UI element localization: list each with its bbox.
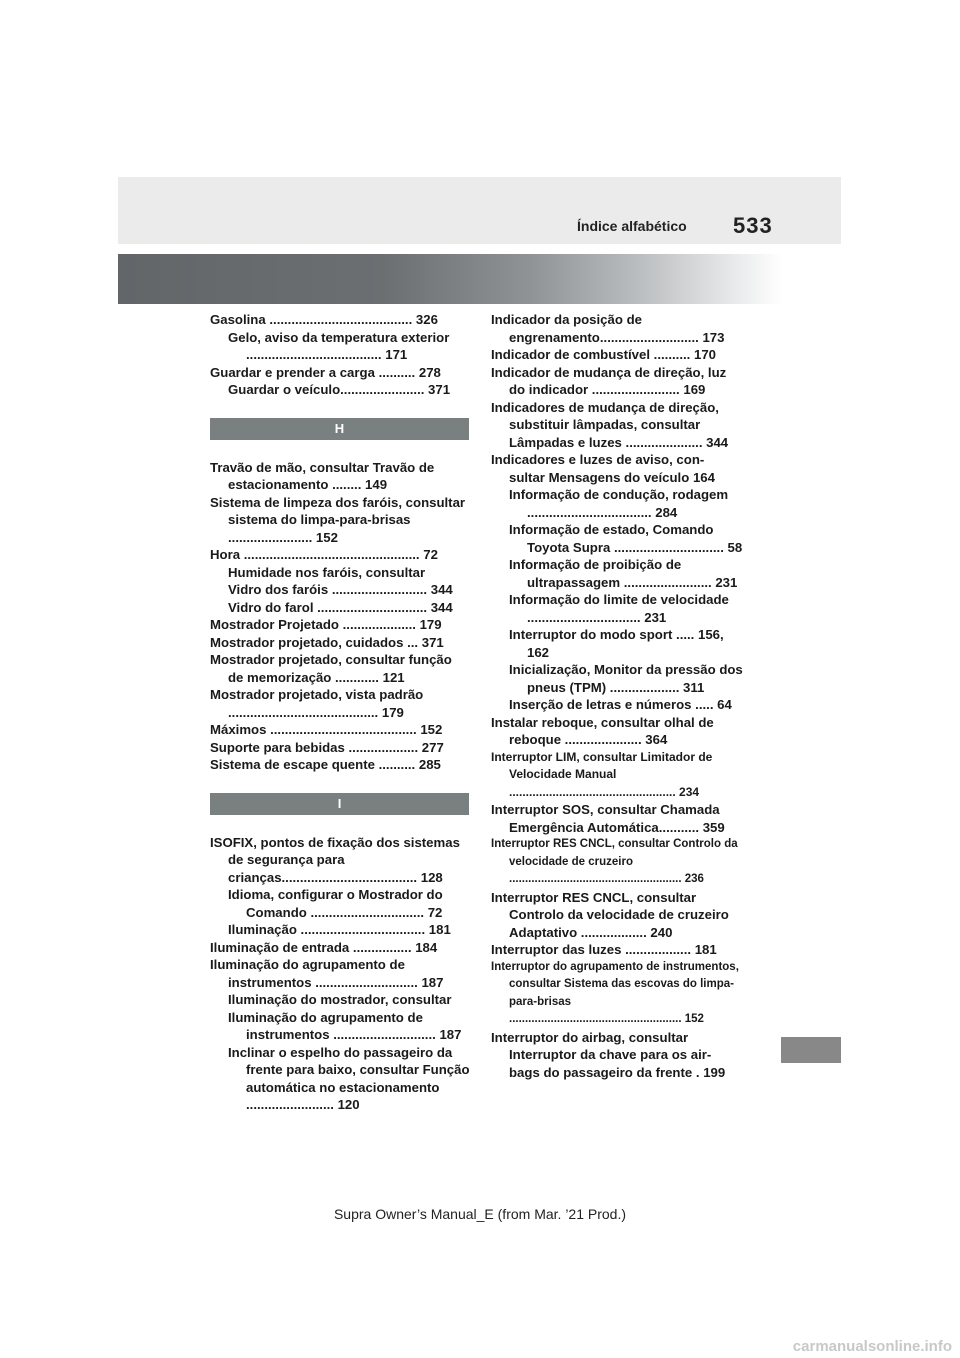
index-entry: Idioma, configurar o Mostrador do Comando ............................... 72	[228, 887, 443, 920]
index-entry: Mostrador projetado, cuidados ... 371	[210, 634, 444, 650]
index-entry: Hora ................................................ 72	[210, 547, 438, 562]
page-number: 533	[733, 213, 773, 238]
index-entry: Informação de proibição de ultrapassagem ........................ 231	[509, 557, 738, 590]
watermark: carmanualsonline.info	[792, 1338, 952, 1355]
index-entry: Interruptor do modo sport ..... 156, 162	[509, 627, 724, 660]
index-group-g	[210, 311, 470, 399]
index-entry: Indicador de combustível .......... 170	[491, 347, 716, 362]
index-entry: Sistema de limpeza dos faróis, consultar sistema do limpa-para-brisas ....................... 152	[210, 494, 466, 545]
index-entry: Guardar o veículo....................... 371	[228, 382, 451, 397]
index-column-left	[210, 311, 470, 1114]
section-letter-h: H	[210, 418, 469, 440]
index-group-h	[210, 459, 470, 774]
index-entry: Interruptor RES CNCL, consultar Controlo da velocidade de cruzeiro Adaptativo .................. 240	[491, 889, 729, 940]
index-entry: Vidro do farol .............................. 344	[228, 599, 453, 615]
index-entry: Sistema de escape quente .......... 285	[210, 757, 441, 772]
index-entry: Interruptor SOS, consultar Chamada Emergência Automática........... 359	[491, 802, 725, 835]
section-letter-i: I	[210, 793, 469, 815]
index-column-right	[491, 311, 743, 1081]
index-entry: Informação do limite de velocidade ............................... 231	[509, 592, 729, 625]
index-entry: Inserção de letras e números ..... 64	[509, 697, 732, 712]
index-entry: Guardar e prender a carga .......... 278	[210, 364, 441, 380]
index-entry: Indicadores de mudança de direção, substituir lâmpadas, consultar Lâmpadas e luzes ..................... 344	[491, 399, 729, 450]
index-entry: Informação de condução, rodagem .................................. 284	[509, 487, 729, 520]
index-entry: Iluminação do agrupamento de instrumentos ............................ 187	[228, 1009, 462, 1042]
index-entry: Instalar reboque, consultar olhal de reboque ..................... 364	[491, 714, 714, 747]
index-entry: Interruptor das luzes .................. 181	[491, 942, 717, 957]
index-entry: Interruptor do agrupamento de instrumentos, consultar Sistema das escovas do limpa-para-brisas ...................................................... 152	[491, 960, 739, 1025]
index-group-i	[210, 834, 470, 1114]
chapter-thumb-tab	[781, 1037, 841, 1063]
index-entry: Iluminação de entrada ................ 184	[210, 939, 438, 955]
index-entry: Máximos ........................................ 152	[210, 722, 443, 737]
index-entry: Humidade nos faróis, consultar	[228, 564, 426, 580]
index-entry: Inclinar o espelho do passageiro da frente para baixo, consultar Função automática no estacionamento ........................ 120	[228, 1044, 470, 1112]
index-entry: Vidro dos faróis .......................... 344	[228, 582, 453, 597]
index-entry: Inicialização, Monitor da pressão dos pneus (TPM) ................... 311	[509, 662, 743, 695]
header-gradient-band	[118, 254, 782, 304]
index-entry: Iluminação do agrupamento de instrumentos ............................ 187	[210, 957, 444, 990]
index-entry: Indicadores e luzes de aviso, con- sultar Mensagens do veículo 164	[491, 452, 715, 485]
index-group-i-continued	[491, 311, 743, 1081]
index-entry: Interruptor LIM, consultar Limitador de Velocidade Manual .................................................. 234	[491, 749, 713, 799]
index-entry: Gelo, aviso da temperatura exterior ..................................... 171	[228, 329, 450, 362]
index-entry: Iluminação do mostrador, consultar	[228, 992, 452, 1007]
index-entry: Mostrador projetado, vista padrão ......................................... 179	[210, 687, 424, 720]
index-entry: Mostrador Projetado .................... 179	[210, 617, 442, 632]
index-entry: Informação de estado, Comando Toyota Supra .............................. 58	[509, 522, 743, 555]
index-entry: Mostrador projetado, consultar função de memorização ............ 121	[210, 652, 452, 685]
section-title: Índice alfabético	[577, 218, 687, 234]
index-entry: Interruptor do airbag, consultar Interruptor da chave para os air- bags do passageiro da frente . 199	[491, 1029, 726, 1080]
footer-manual-title: Supra Owner’s Manual_E (from Mar. ’21 Prod.)	[333, 1206, 627, 1222]
index-entry: ISOFIX, pontos de fixação dos sistemas de segurança para crianças..................................... 128	[210, 834, 460, 885]
index-entry: Interruptor RES CNCL, consultar Controlo da velocidade de cruzeiro ...................................................... 236	[491, 838, 738, 885]
index-entry: Suporte para bebidas ................... 277	[210, 739, 444, 755]
index-entry: Indicador da posição de engrenamento........................... 173	[491, 312, 725, 345]
index-entry: Gasolina ....................................... 326	[210, 312, 438, 327]
index-entry: Indicador de mudança de direção, luz do indicador ........................ 169	[491, 364, 727, 397]
index-entry: Travão de mão, consultar Travão de estacionamento ........ 149	[210, 459, 435, 492]
index-entry: Iluminação .................................. 181	[228, 922, 451, 937]
